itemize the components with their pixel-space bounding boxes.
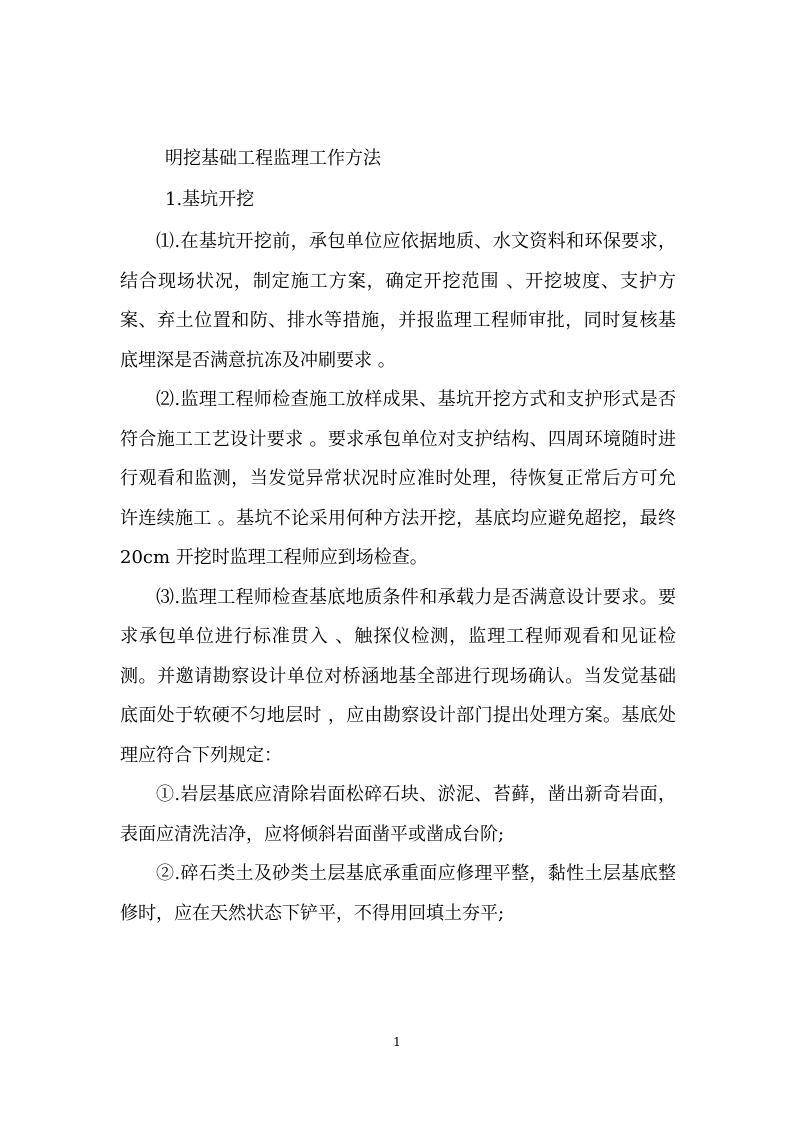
paragraph-3: ⑶.监理工程师检查基底地质条件和承载力是否满意设计要求。要求承包单位进行标准贯入 、触探仪检测，监理工程师观看和见证检测。并邀请勘察设计单位对桥涵地基全部进行现场确认。当发觉基础底面处于软硬不匀地层时 ，应由勘察设计部门提出处理方案。基底处理应符合下列规定： bbox=[120, 586, 676, 766]
section-heading: 1.基坑开挖 bbox=[165, 189, 255, 210]
paragraph-5: ②.碎石类土及砂类土层基底承重面应修理平整，黏性土层基底整修时，应在天然状态下铲平，不得用回填土夯平; bbox=[120, 863, 676, 924]
paragraph-1: ⑴.在基坑开挖前，承包单位应依据地质、水文资料和环保要求，结合现场状况，制定施工方案，确定开挖范围 、开挖坡度、支护方案、弃土位置和防、排水等措施，并报监理工程师审批，同时复核基底埋深是否满意抗冻及冲刷要求 。 bbox=[120, 231, 676, 371]
paragraph-2: ⑵.监理工程师检查施工放样成果、基坑开挖方式和支护形式是否符合施工工艺设计要求 。要求承包单位对支护结构、四周环境随时进行观看和监测，当发觉异常状况时应准时处理，待恢复正常后方可允许连续施工 。基坑不论采用何种方法开挖，基底均应避免超挖，最终 20cm 开挖时监理工程师应到场检查。 bbox=[120, 389, 676, 568]
document-title: 明挖基础工程监理工作方法 bbox=[165, 148, 381, 169]
document-body bbox=[120, 140, 676, 933]
paragraph-4: ①.岩层基底应清除岩面松碎石块、淤泥、苔藓，凿出新奇岩面，表面应清洗洁净，应将倾斜岩面凿平或凿成台阶; bbox=[120, 784, 676, 845]
page-number: 1 bbox=[393, 1035, 401, 1049]
